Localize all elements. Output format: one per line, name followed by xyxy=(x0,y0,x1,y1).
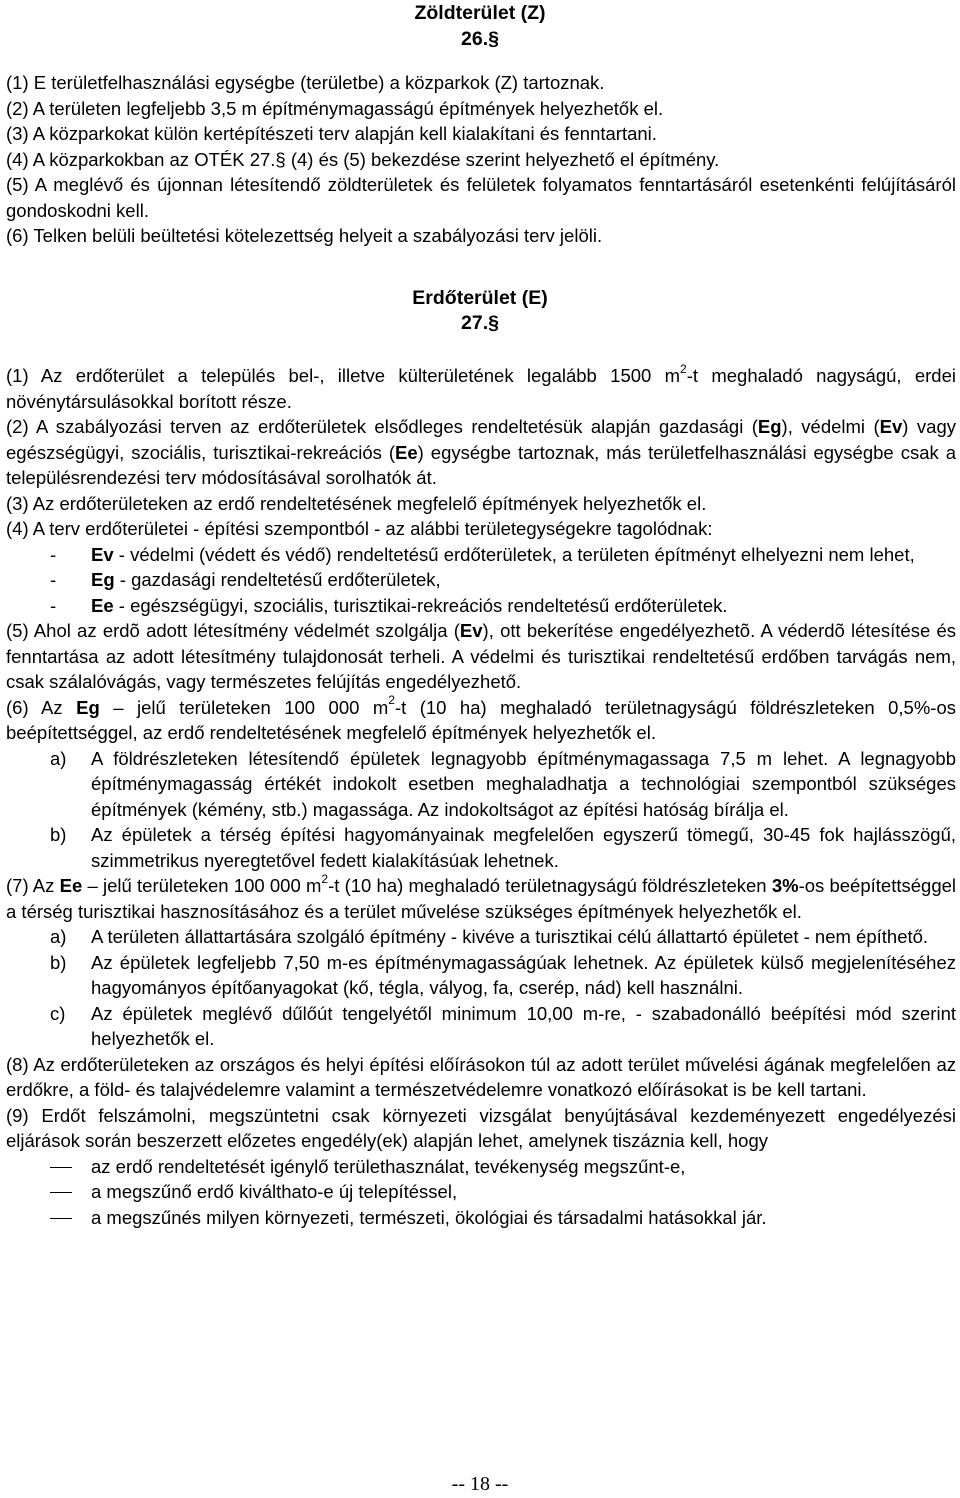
list-item: az erdő rendeltetését igénylő területhasználat, tevékenység megszűnt-e, xyxy=(6,1154,956,1180)
paragraph-e6: (6) Az Eg – jelű területeken 100 000 $m^2-t$ (10 ha) meghaladó területnagyságú földrészleteken 0,5%-os beépítettséggel, az erdő rendeltetésének megfelelő építmények helyezhetők el. xyxy=(6,693,956,743)
list-item: b) Az épületek a térség építési hagyományainak megfelelően egyszerű tömegű, 30-45 fok hajlásszögű, szimmetrikus nyeregtetővel fedett kialakításúak lehetnek. xyxy=(50,824,956,871)
list-item: a) A földrészleteken létesítendő épületek legnagyobb építménymagassaga 7,5 m lehet. A legnagyobb építménymagasság értékét indokolt esetben meghaladhatja a technológiai szempontból szükséges építmények (kémény, stb.) magassága. Az indokoltságot az építési hatóság bírálja el. xyxy=(50,747,956,820)
paragraph-e2: (2) A szabályozási terven az erdőterületek elsődleges rendeltetésük alapján gazdasági (Eg), védelmi (Ev) vagy egészségügyi, szociális, turisztikai-rekreációs (Ee) egységbe tartoznak, más területfelhasználási egységbe csak a településrendezési terv módosításával sorolhatók át. xyxy=(6,416,956,488)
paragraph-e1: (1) Az erdőterület a település bel-, illetve külterületének legalább 1500 $m^2-t$ meghaladó nagyságú, erdei növénytársulásokkal borított része. xyxy=(6,361,956,412)
section2-body xyxy=(6,363,956,1230)
dash-icon xyxy=(50,1218,72,1219)
section-title-zoldterulet: Zöldterület (Z) xyxy=(414,2,546,24)
list-item: - Ee - egészségügyi, szociális, turisztikai-rekreációs rendeltetésű erdőterületek. xyxy=(50,594,728,616)
paragraph-e5: (5) Ahol az erdõ adott létesítmény védelmét szolgálja (Ev), ott bekerítése engedélyezhetõ. A véderdõ létesítése és fenntartása az adott létesítmény tulajdonosát terheli. A védelmi és turisztikai rendeltetésű erdőben tarvágás nem, csak szálalóvágás, vagy természetes felújítás engedélyezhető. xyxy=(6,620,956,692)
list-item: a megszűnő erdő kiválthato-e új telepítéssel, xyxy=(6,1179,956,1205)
paragraph-e8: (8) Az erdőterületeken az országos és helyi építési előírásokon túl az adott terület művelési ágának megfelelően az erdőkre, a föld- és talajvédelemre valamint a természetvédelemre vonatkozó előírásokat is be kell tartani. xyxy=(6,1053,956,1100)
list-item: c) Az épületek meglévő dűlőút tengelyétől minimum 10,00 m-re, - szabadonálló beépítési mód szerint helyezhetők el. xyxy=(50,1002,956,1049)
list-item: b) Az épületek legfeljebb 7,50 m-es építménymagasságúak lehetnek. Az épületek külső megjelenítéséhez hagyományos építőanyagokat (kő, tégla, vályog, fa, cserép, nád) kell használni. xyxy=(50,951,956,998)
section-number-26: 26.§ xyxy=(461,28,499,50)
section-title-erdoterulet: Erdőterület (E) xyxy=(412,287,548,309)
section1-body xyxy=(6,70,956,249)
list-item: - Ev - védelmi (védett és védő) rendeltetésű erdőterületek, a területen építményt elhelyezni nem lehet, xyxy=(50,543,915,565)
list-item: a megszűnés milyen környezeti, természeti, ökológiai és társadalmi hatásokkal jár. xyxy=(6,1205,956,1231)
dash-icon xyxy=(50,1192,72,1193)
paragraph-1: (1) E területfelhasználási egységbe (területbe) a közparkok (Z) tartoznak. xyxy=(6,72,605,93)
paragraph-e4: (4) A terv erdőterületei - építési szempontból - az alábbi területegységekre tagolódnak: xyxy=(6,518,713,539)
section-number-27: 27.§ xyxy=(461,312,499,334)
paragraph-6: (6) Telken belüli beültetési kötelezettség helyeit a szabályozási terv jelöli. xyxy=(6,225,603,246)
page-number: -- 18 -- xyxy=(451,1473,509,1495)
list-item: a) A területen állattartására szolgáló építmény - kivéve a turisztikai célú állattartó épületet - nem építhető. xyxy=(50,926,929,947)
paragraph-e7: (7) Az Ee – jelű területeken 100 000 $m^2-t$ (10 ha) meghaladó területnagyságú földrészleteken 3%-os beépítettséggel a térség turisztikai hasznosításához és a terület művelése szükséges építmények helyezhetők el. xyxy=(6,871,957,922)
list-item: - Eg - gazdasági rendeltetésű erdőterületek, xyxy=(50,569,441,590)
paragraph-e9: (9) Erdőt felszámolni, megszüntetni csak környezeti vizsgálat benyújtásával kezdeményezett engedélyezési eljárások során beszerzett előzetes engedély(ek) alapján lehet, amelynek tiszáznia kell, hogy xyxy=(6,1104,956,1151)
paragraph-2: (2) A területen legfeljebb 3,5 m építménymagasságú építmények helyezhetők el. xyxy=(6,97,664,119)
paragraph-4: (4) A közparkokban az OTÉK 27.§ (4) és (5) bekezdése szerint helyezhető el építmény. xyxy=(6,148,720,170)
dash-icon xyxy=(50,1167,72,1168)
paragraph-5: (5) A meglévő és újonnan létesítendő zöldterületek és felületek folyamatos fenntartásáról esetenkénti felújításáról gondoskodni kell. xyxy=(6,174,956,221)
paragraph-3: (3) A közparkokat külön kertépítészeti terv alapján kell kialakítani és fenntartani. xyxy=(6,123,657,144)
paragraph-e3: (3) Az erdőterületeken az erdő rendeltetésének megfelelő építmények helyezhetők el. xyxy=(6,492,707,514)
